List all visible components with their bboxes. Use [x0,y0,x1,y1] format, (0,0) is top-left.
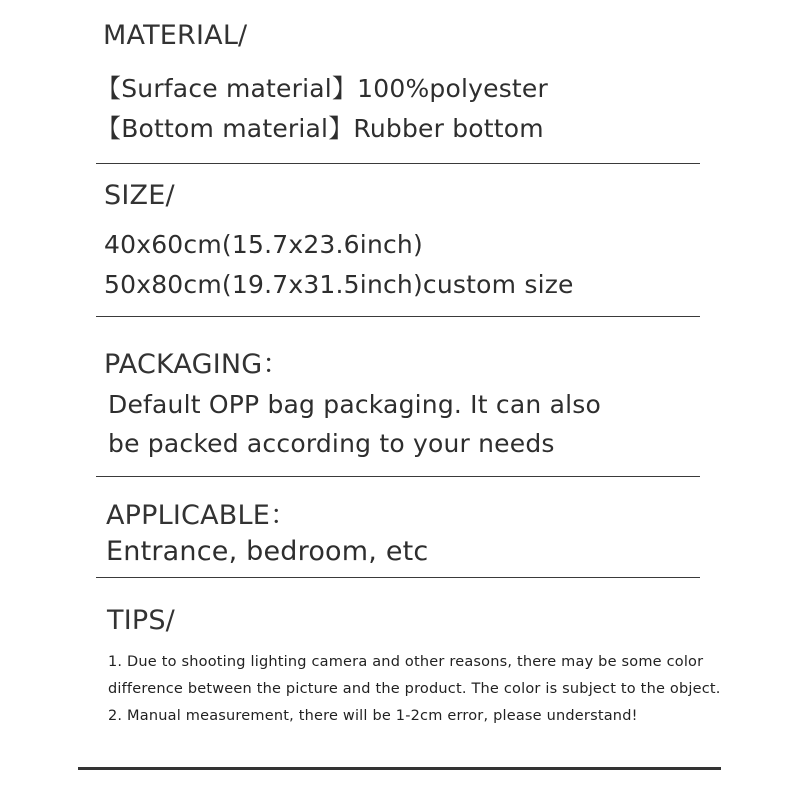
applicable-line: Entrance, bedroom, etc [106,536,429,567]
tip-line-3: 2. Manual measurement, there will be 1-2cm error, please understand! [108,708,638,724]
tip-line-1: 1. Due to shooting lighting camera and other reasons, there may be some color [108,654,704,670]
applicable-heading: APPLICABLE： [106,500,298,531]
divider [96,316,700,317]
bottom-divider [78,767,721,770]
tip-line-2: difference between the picture and the product. The color is subject to the object. [108,681,721,697]
packaging-heading: PACKAGING： [104,349,290,380]
size-line-2: 50x80cm(19.7x31.5inch)custom size [104,270,574,299]
packaging-line-1: Default OPP bag packaging. It can also [108,390,601,419]
size-line-1: 40x60cm(15.7x23.6inch) [104,230,423,259]
material-heading: MATERIAL/ [103,20,248,51]
bottom-material-line: 【Bottom material】Rubber bottom [96,114,544,143]
divider [96,476,700,477]
surface-material-line: 【Surface material】100%polyester [96,74,548,103]
size-heading: SIZE/ [104,180,175,211]
tips-heading: TIPS/ [107,605,175,636]
packaging-line-2: be packed according to your needs [108,429,555,458]
divider [96,163,700,164]
divider [96,577,700,578]
